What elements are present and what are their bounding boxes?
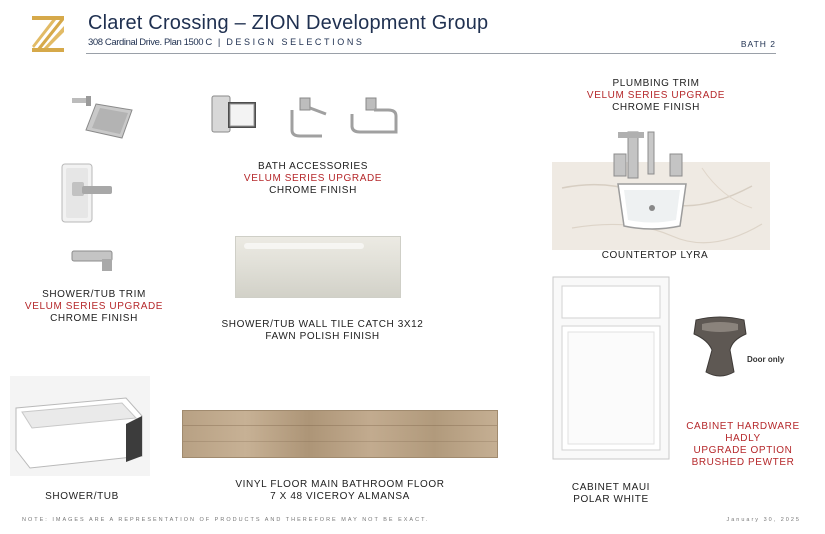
cabinet-hardware-finish: BRUSHED PEWTER [691, 457, 795, 468]
cabinet-knob-image [690, 316, 752, 382]
shower-tub-trim-finish: CHROME FINISH [50, 313, 138, 324]
plumbing-trim-finish: CHROME FINISH [612, 102, 700, 113]
door-only-note: Door only [747, 355, 785, 364]
page-title: Claret Crossing – ZION Development Group [88, 12, 489, 34]
wall-tile-caption [210, 319, 435, 343]
plumbing-trim-upgrade: VELUM SERIES UPGRADE [586, 90, 726, 101]
subtitle-separator: | [217, 37, 221, 48]
tub-spout-image [70, 245, 120, 275]
vinyl-floor-size: 7 X 48 VICEROY ALMANSA [270, 491, 410, 502]
countertop-name: COUNTERTOP LYRA [601, 250, 709, 261]
wall-tile-name: SHOWER/TUB WALL TILE CATCH 3X12 [221, 319, 424, 330]
plumbing-trim-caption [572, 78, 740, 114]
shower-tub-trim-name: SHOWER/TUB TRIM [42, 289, 146, 300]
countertop-image [552, 128, 770, 250]
bath-accessories-finish: CHROME FINISH [269, 185, 357, 196]
shower-tub-caption [22, 491, 142, 503]
vinyl-floor-caption [210, 479, 470, 503]
wall-tile-finish: FAWN POLISH FINISH [265, 331, 380, 342]
bath-accessories-name: BATH ACCESSORIES [258, 161, 368, 172]
plumbing-trim-name: PLUMBING TRIM [612, 78, 700, 89]
shower-tub-trim-upgrade: VELUM SERIES UPGRADE [24, 301, 164, 312]
page-label: BATH 2 [740, 39, 776, 49]
bath-accessories-upgrade: VELUM SERIES UPGRADE [243, 173, 383, 184]
vinyl-floor-image [182, 410, 498, 458]
cabinet-door-image [552, 276, 670, 460]
bathtub-image [10, 376, 150, 476]
cabinet-hardware-name: CABINET HARDWARE [686, 421, 800, 432]
company-logo [30, 12, 66, 52]
cabinet-name: CABINET MAUI [571, 482, 651, 493]
towel-ring-image [348, 96, 402, 136]
towel-bar-image [286, 96, 332, 140]
disclaimer-note: NOTE: IMAGES ARE A REPRESENTATION OF PRODUCTS AND THEREFORE MAY NOT BE EXACT. [22, 517, 430, 523]
section-label: DESIGN SELECTIONS [226, 37, 365, 47]
cabinet-hardware-line: HADLY [725, 433, 761, 444]
bath-accessories-caption [228, 161, 398, 197]
shower-valve-image [60, 160, 116, 226]
address-text: 308 Cardinal Drive. Plan 1500 C [88, 37, 212, 48]
cabinet-hardware-option: UPGRADE OPTION [693, 445, 793, 456]
shower-head-image [72, 92, 136, 144]
vinyl-floor-name: VINYL FLOOR MAIN BATHROOM FLOOR [235, 479, 445, 490]
cabinet-hardware-caption [676, 421, 810, 469]
shower-tub-name: SHOWER/TUB [45, 491, 119, 502]
header-divider [86, 53, 776, 54]
cabinet-color: POLAR WHITE [573, 494, 649, 505]
document-date: January 30, 2025 [726, 517, 801, 523]
cabinet-caption [550, 482, 672, 506]
countertop-caption [585, 250, 725, 262]
wall-tile-image [235, 236, 401, 298]
robe-hook-image [210, 94, 262, 134]
page-subtitle [88, 37, 365, 48]
shower-tub-trim-caption [14, 289, 174, 325]
